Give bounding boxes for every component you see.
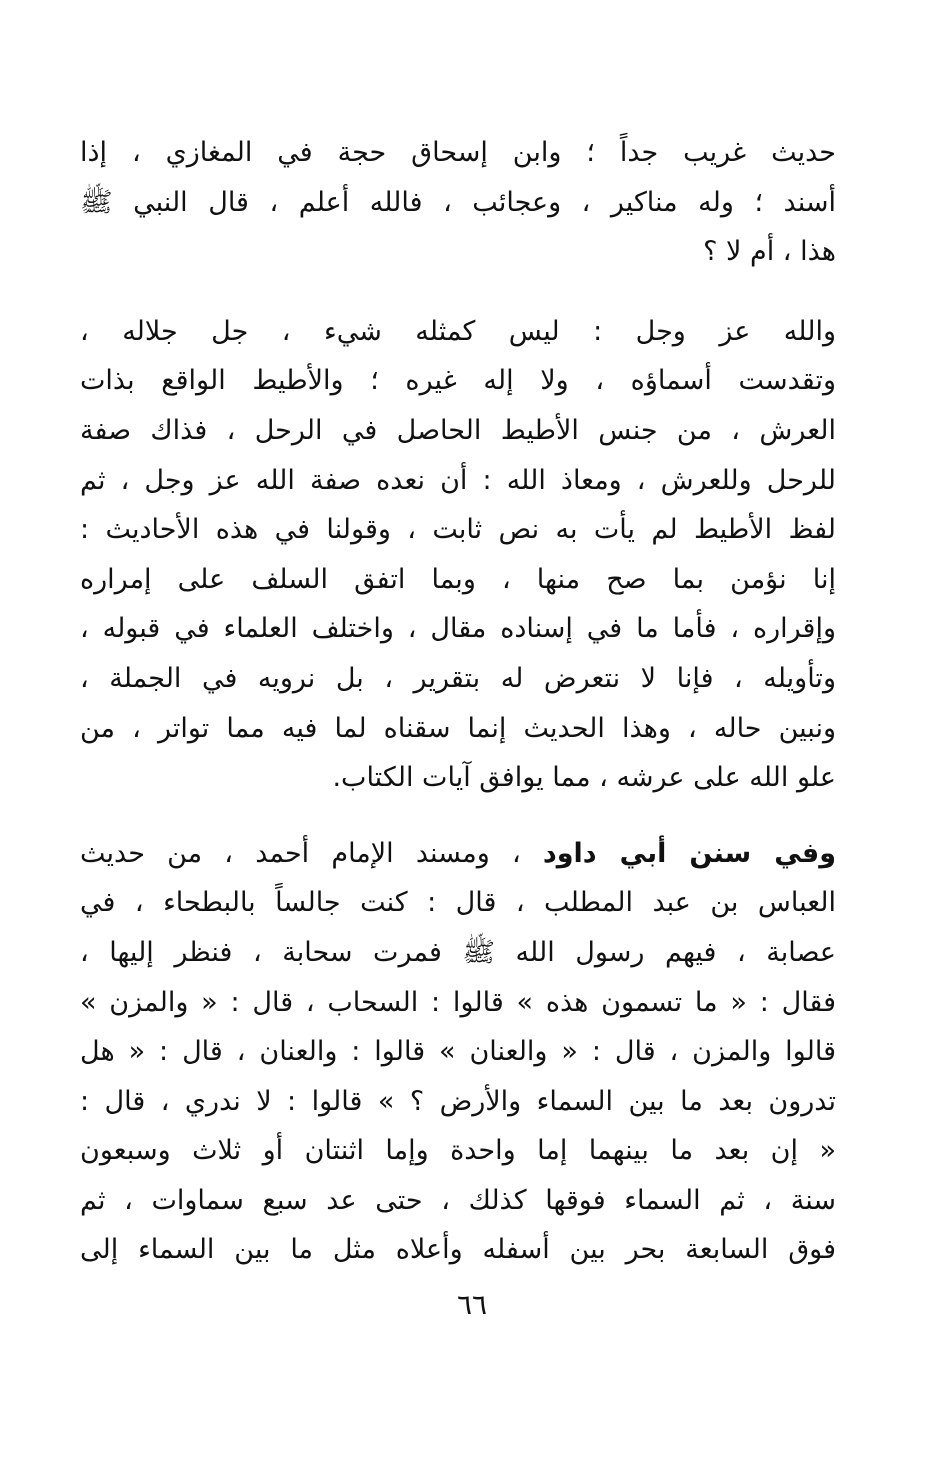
text-line-with-lead	[80, 829, 836, 879]
text-line: والله عز وجل : ليس كمثله شيء ، جل جلاله ،	[80, 315, 836, 347]
text-line: هذا ، أم لا ؟	[703, 236, 836, 268]
text-line: سنة ، ثم السماء فوقها كذلك ، حتى عد سبع سماوات ، ثم	[80, 1184, 836, 1216]
paragraph-spacer	[80, 277, 836, 307]
text-line: العباس بن عبد المطلب ، قال : كنت جالساً بالبطحاء ، في	[80, 887, 836, 919]
page-number: ٦٦	[456, 1288, 488, 1321]
text-line: العرش ، من جنس الأطيط الحاصل في الرحل ، فذاك صفة	[80, 414, 836, 446]
text-line: وتقدست أسماؤه ، ولا إله غيره ؛ والأطيط الواقع بذات	[80, 365, 836, 397]
paragraph-spacer	[80, 803, 836, 829]
paragraph-2	[80, 307, 836, 803]
text-line: أسند ؛ وله مناكير ، وعجائب ، فالله أعلم ، قال النبي ﷺ	[80, 186, 836, 218]
text-line: للرحل وللعرش ، ومعاذ الله : أن نعده صفة الله عز وجل ، ثم	[80, 464, 836, 496]
text-line: فوق السابعة بحر بين أسفله وأعلاه مثل ما بين السماء إلى	[80, 1234, 836, 1266]
text-line: ونبين حاله ، وهذا الحديث إنما سقناه لما فيه مما تواتر ، من	[80, 712, 836, 744]
paragraph-1	[80, 128, 836, 277]
text-line: لفظ الأطيط لم يأت به نص ثابت ، وقولنا في هذه الأحاديث :	[80, 514, 836, 546]
text-line: حديث غريب جداً ؛ وابن إسحاق حجة في المغازي ، إذا	[80, 137, 836, 168]
paragraph-3	[80, 829, 836, 1275]
text-line: علو الله على عرشه ، مما يوافق آيات الكتاب.	[332, 762, 836, 794]
text-line: عصابة ، فيهم رسول الله ﷺ فمرت سحابة ، فنظر إليها ،	[80, 936, 836, 968]
paragraph-lead: وفي سنن أبي داود	[542, 837, 836, 869]
text-line: وتأويله ، فإنا لا نتعرض له بتقرير ، بل نرويه في الجملة ،	[80, 662, 836, 694]
text-line: تدرون بعد ما بين السماء والأرض ؟ » قالوا : لا ندري ، قال :	[80, 1085, 836, 1117]
text-line: إنا نؤمن بما صح منها ، وبما اتفق السلف على إمراره	[80, 563, 836, 595]
text-line: فقال : « ما تسمون هذه » قالوا : السحاب ، قال : « والمزن »	[80, 986, 836, 1018]
text-line: وإقراره ، فأما ما في إسناده مقال ، واختلف العلماء في قبوله ،	[80, 613, 836, 645]
page-body	[80, 128, 836, 1275]
lead-continuation: ، ومسند الإمام أحمد ، من حديث	[80, 837, 521, 869]
text-line: « إن بعد ما بينهما إما واحدة وإما اثنتان أو ثلاث وسبعون	[80, 1135, 836, 1167]
text-line: قالوا والمزن ، قال : « والعنان » قالوا : والعنان ، قال : « هل	[80, 1036, 836, 1068]
